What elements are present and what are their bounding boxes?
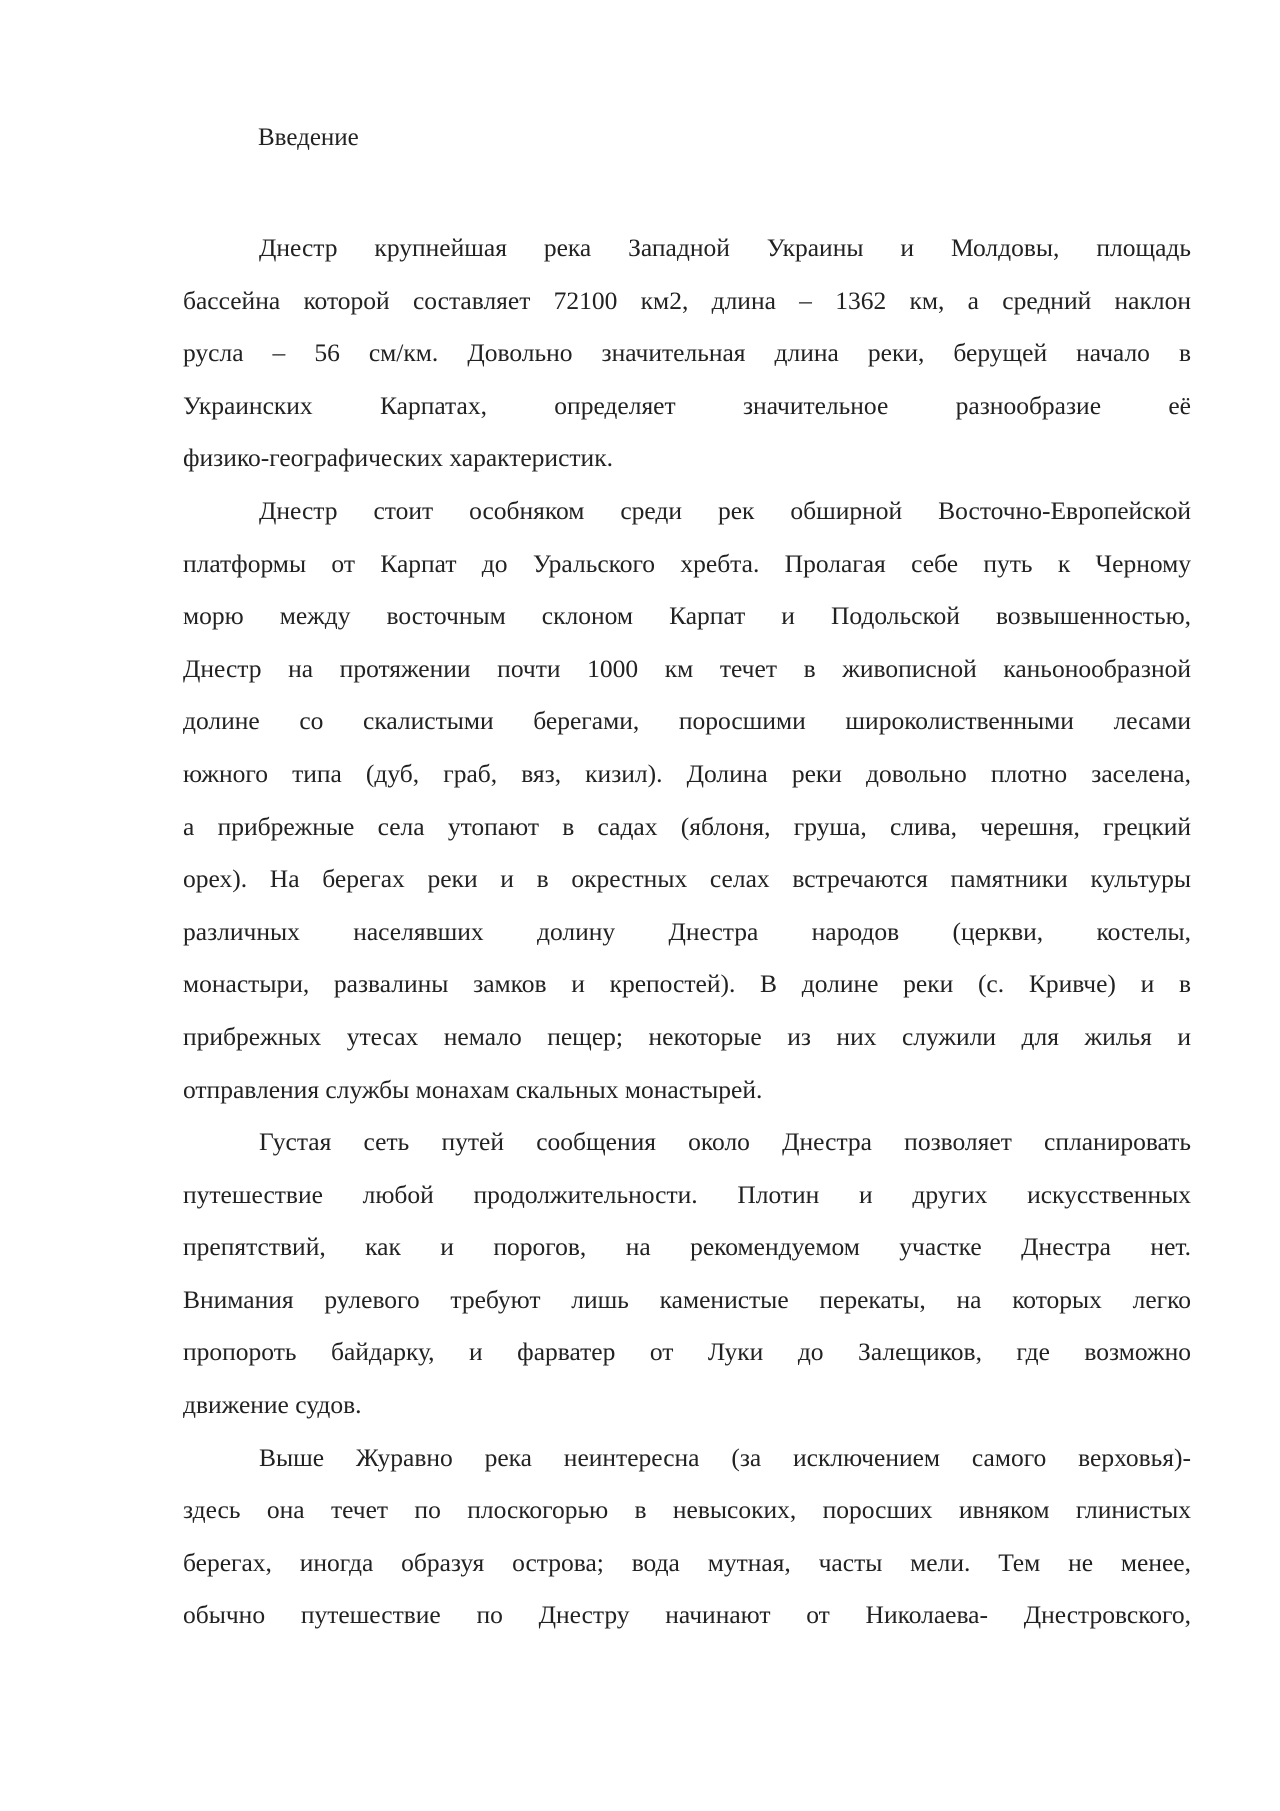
text-line: бассейна которой составляет 72100 км2, длина – 1362 км, а средний наклон — [183, 285, 1191, 315]
paragraph-1 — [183, 222, 1191, 485]
text-line: морю между восточным склоном Карпат и Подольской возвышенностью, — [183, 601, 1191, 631]
text-line: монастыри, развалины замков и крепостей). В долине реки (с. Кривче) и в — [183, 969, 1191, 999]
text-line: отправления службы монахам скальных монастырей. — [183, 1074, 763, 1104]
text-line: пропороть байдарку, и фарватер от Луки до Залещиков, где возможно — [183, 1337, 1191, 1367]
text-line: движение судов. — [183, 1390, 362, 1420]
text-line: а прибрежные села утопают в садах (яблоня, груша, слива, черешня, грецкий — [183, 811, 1191, 841]
text-line: русла – 56 см/км. Довольно значительная длина реки, берущей начало в — [183, 338, 1191, 368]
paragraph-4 — [183, 1432, 1191, 1642]
text-line: Днестр стоит особняком среди рек обширной Восточно-Европейской — [259, 495, 1191, 525]
document-heading: Введение — [258, 124, 359, 151]
text-line: долине со скалистыми берегами, поросшими широколиственными лесами — [183, 706, 1191, 736]
text-line: Днестр крупнейшая река Западной Украины и Молдовы, площадь — [259, 233, 1191, 262]
text-line: южного типа (дуб, граб, вяз, кизил). Долина реки довольно плотно заселена, — [183, 758, 1191, 788]
text-line: орех). На берегах реки и в окрестных селах встречаются памятники культуры — [183, 864, 1191, 894]
paragraph-3 — [183, 1116, 1191, 1432]
text-line: берегах, иногда образуя острова; вода мутная, часты мели. Тем не менее, — [183, 1547, 1191, 1577]
text-line: обычно путешествие по Днестру начинают от Николаева- Днестровского, — [183, 1600, 1191, 1630]
text-line: прибрежных утесах немало пещер; некоторые из них служили для жилья и — [183, 1021, 1191, 1051]
document-body — [183, 222, 1191, 1642]
paragraph-2 — [183, 485, 1191, 1116]
text-line: препятствий, как и порогов, на рекомендуемом участке Днестра нет. — [183, 1232, 1191, 1262]
text-line: Выше Журавно река неинтересна (за исключением самого верховья)- — [259, 1442, 1191, 1472]
text-line: Днестр на протяжении почти 1000 км течет в живописной каньонообразной — [183, 653, 1191, 683]
text-line: Густая сеть путей сообщения около Днестра позволяет спланировать — [259, 1127, 1191, 1157]
text-line: Украинских Карпатах, определяет значительное разнообразие её — [183, 390, 1191, 420]
text-line: платформы от Карпат до Уральского хребта. Пролагая себе путь к Черному — [183, 548, 1191, 578]
text-line: Внимания рулевого требуют лишь каменистые перекаты, на которых легко — [183, 1284, 1191, 1314]
text-line: путешествие любой продолжительности. Плотин и других искусственных — [183, 1179, 1191, 1209]
text-line: здесь она течет по плоскогорью в невысоких, поросших ивняком глинистых — [183, 1495, 1191, 1525]
text-line: физико-географических характеристик. — [183, 443, 613, 473]
text-line: различных населявших долину Днестра народов (церкви, костелы, — [183, 916, 1191, 946]
